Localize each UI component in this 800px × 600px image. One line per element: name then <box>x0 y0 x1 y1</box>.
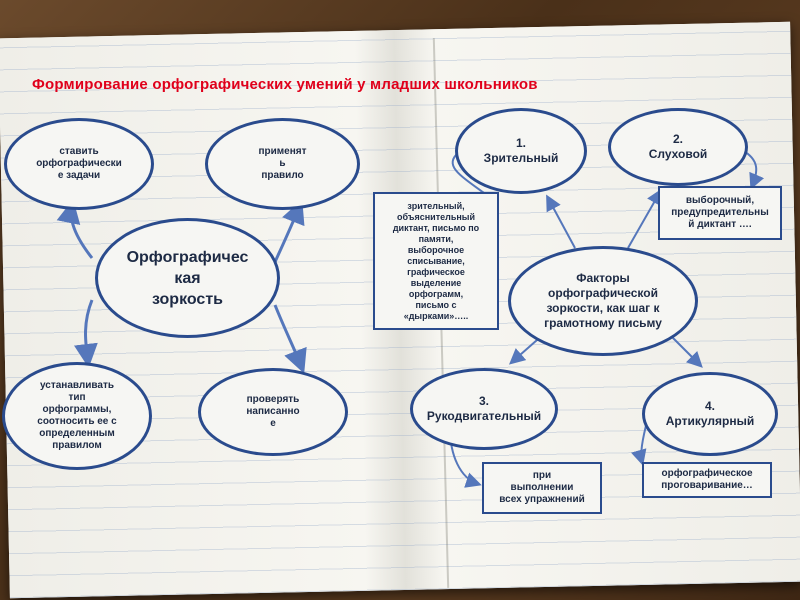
check-written-line-3: е <box>270 418 276 429</box>
box-visual-exercises <box>373 192 499 330</box>
center-line-1: Орфографичес <box>126 248 249 266</box>
box4-line-1: орфографическое <box>661 468 753 479</box>
set-tasks-line-1: ставить <box>59 146 99 157</box>
oval-factor-auditory <box>608 108 748 186</box>
factor4-label: Артикулярный <box>665 414 755 428</box>
arrow-to-bottom-left <box>86 300 93 362</box>
box4-line-2: проговаривание… <box>661 480 753 491</box>
oval-factor-motor <box>410 368 558 450</box>
identify-type-line-4: соотносить ее с <box>37 416 117 427</box>
oval-apply-rule <box>205 118 360 210</box>
box1-line-4: памяти, <box>418 233 454 244</box>
box3-line-3: всех упражнений <box>499 494 585 505</box>
box1-line-2: объяснительный <box>396 211 476 222</box>
arrow-to-factor1 <box>548 198 575 248</box>
factor1-label: Зрительный <box>483 151 559 165</box>
factor4-num: 4. <box>704 399 715 413</box>
box1-line-10: письмо с <box>415 299 457 310</box>
box2-line-3: й диктант …. <box>688 219 752 230</box>
box1-line-11: «дырками»….. <box>403 310 469 321</box>
arrow-to-top-left <box>71 205 92 258</box>
check-written-line-2: написанно <box>246 406 300 417</box>
box1-line-8: выделение <box>410 277 462 288</box>
apply-rule-line-1: применят <box>258 146 307 157</box>
box-auditory-exercises <box>658 186 782 240</box>
factor1-num: 1. <box>515 136 526 150</box>
box1-line-1: зрительный, <box>407 200 465 211</box>
box2-line-2: предупредительны <box>671 207 769 218</box>
box-motor-exercises <box>482 462 602 514</box>
oval-identify-type <box>2 362 152 470</box>
box-articulatory-exercises <box>642 462 772 498</box>
set-tasks-line-3: е задачи <box>57 170 101 181</box>
factors-line-3: зоркости, как шаг к <box>546 301 660 315</box>
factor2-num: 2. <box>672 132 683 146</box>
check-written-line-1: проверять <box>246 394 300 405</box>
box3-line-1: при <box>532 470 552 481</box>
box1-line-9: орфограмм, <box>408 288 464 299</box>
oval-factor-articulatory <box>642 372 778 456</box>
arrow-to-bottom-right <box>275 305 302 368</box>
apply-rule-line-3: правило <box>261 170 304 181</box>
factor3-label: Рукодвигательный <box>426 409 542 423</box>
set-tasks-line-2: орфографически <box>36 158 122 169</box>
oval-check-written <box>198 368 348 456</box>
box1-line-5: выборочное <box>407 244 465 255</box>
page-title: Формирование орфографических умений у младших школьников <box>32 76 538 93</box>
oval-factors-center <box>508 246 698 356</box>
arrow-to-factor2 <box>628 192 660 248</box>
box3-line-2: выполнении <box>510 482 574 493</box>
arrow-to-top-right <box>275 205 300 262</box>
identify-type-line-6: правилом <box>52 440 102 451</box>
identify-type-line-2: тип <box>68 392 86 403</box>
oval-center-orthographic-vigilance <box>95 218 280 338</box>
box2-line-1: выборочный, <box>685 195 755 206</box>
identify-type-line-3: орфограммы, <box>42 404 112 415</box>
center-line-2: кая <box>174 269 201 287</box>
box1-line-7: графическое <box>407 266 465 277</box>
oval-factor-visual <box>455 108 587 194</box>
center-line-3: зоркость <box>151 290 223 308</box>
factor3-num: 3. <box>478 394 489 408</box>
apply-rule-line-2: ь <box>279 158 286 169</box>
box1-line-3: диктант, письмо по <box>392 222 480 233</box>
identify-type-line-1: устанавливать <box>39 380 115 391</box>
factors-line-2: орфографической <box>548 286 658 300</box>
box1-line-6: списывание, <box>407 255 465 266</box>
oval-set-tasks <box>4 118 154 210</box>
factor2-label: Слуховой <box>648 147 708 161</box>
identify-type-line-5: определенным <box>39 428 115 439</box>
factors-line-1: Факторы <box>576 271 630 285</box>
factors-line-4: грамотному письму <box>544 316 662 330</box>
